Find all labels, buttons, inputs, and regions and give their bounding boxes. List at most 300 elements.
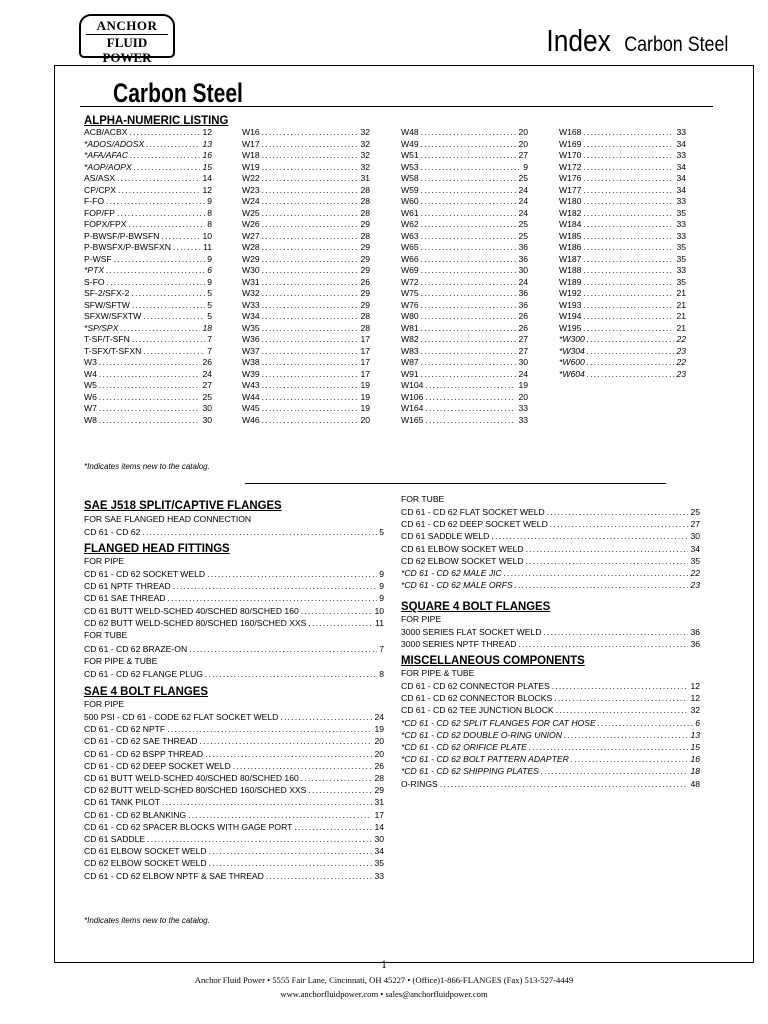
entry-name: W76 — [401, 299, 419, 310]
entry-name: CD 61 - CD 62 DEEP SOCKET WELD — [84, 760, 231, 771]
leader-dots — [146, 139, 200, 151]
sae-j518-sub: FOR SAE FLANGED HEAD CONNECTION — [84, 514, 252, 524]
entry-name: FOPX/FPX — [84, 219, 127, 229]
entry-name: W62 — [401, 219, 419, 229]
leader-dots — [262, 288, 359, 300]
footer-web: www.anchorfluidpower.com • sales@anchorfluidpower.com — [280, 989, 488, 999]
entry-page: 9 — [207, 276, 212, 287]
entry-page: 36 — [690, 627, 700, 637]
index-entry — [559, 208, 686, 220]
index-entry — [242, 219, 370, 231]
entry-name: W24 — [242, 196, 260, 206]
entry-name: CD 61 NPTF THREAD — [84, 581, 171, 592]
leader-dots — [131, 288, 205, 300]
sae-j518-heading: SAE J518 SPLIT/CAPTIVE FLANGES — [84, 498, 282, 512]
entry-page: 33 — [676, 230, 686, 241]
title-rule — [80, 106, 713, 107]
leader-dots — [262, 392, 359, 404]
leader-dots — [262, 208, 359, 220]
leader-dots — [161, 231, 200, 243]
index-entry — [401, 778, 700, 790]
index-entry — [559, 311, 686, 323]
entry-name: CD 61 ELBOW SOCKET WELD — [84, 846, 207, 857]
entry-page: 29 — [374, 785, 384, 796]
index-entry — [242, 357, 370, 369]
entry-name: W194 — [559, 311, 582, 321]
entry-page: 30 — [202, 414, 212, 425]
index-entry — [242, 254, 370, 266]
leader-dots — [233, 760, 373, 772]
entry-page: 26 — [202, 357, 212, 367]
index-entry — [401, 415, 528, 427]
entry-page: 8 — [207, 219, 212, 229]
entry-name: W80 — [401, 311, 419, 321]
index-entry — [84, 139, 212, 151]
index-entry — [84, 254, 212, 266]
entry-page: 35 — [676, 207, 686, 218]
leader-dots — [308, 784, 372, 796]
entry-page: 19 — [374, 724, 384, 735]
leader-dots — [583, 196, 674, 208]
index-entry — [559, 242, 686, 254]
entry-page: 7 — [207, 345, 212, 356]
entry-name: W192 — [559, 288, 582, 298]
entry-name: W185 — [559, 230, 582, 241]
entry-name: CD 62 ELBOW SOCKET WELD — [84, 858, 207, 869]
entry-name: W34 — [242, 311, 260, 321]
entry-name: W106 — [401, 391, 424, 402]
entry-page: 33 — [518, 414, 528, 425]
tube-sub: FOR TUBE — [401, 494, 445, 504]
flanged-head-pipe-list — [84, 568, 384, 629]
entry-name: *PTX — [84, 265, 105, 275]
index-entry — [242, 139, 370, 151]
index-entry — [242, 403, 370, 415]
index-entry — [401, 692, 700, 704]
entry-name: CD 61 - CD 62 BRAZE-ON — [84, 644, 188, 654]
leader-dots — [168, 592, 378, 604]
leader-dots — [117, 173, 200, 185]
entry-name: F-FO — [84, 196, 105, 206]
entry-page: 9 — [207, 253, 212, 264]
entry-page: 26 — [518, 322, 528, 333]
entry-name: CD 61 - CD 62 NPTF — [84, 724, 166, 735]
leader-dots — [262, 277, 359, 289]
index-entry — [84, 357, 212, 369]
entry-page: 7 — [207, 334, 212, 344]
index-entry — [559, 369, 686, 381]
entry-name: CD 61 SAE THREAD — [84, 593, 166, 604]
index-entry — [84, 668, 384, 680]
logo-line-2: FLUID POWER — [86, 34, 168, 66]
entry-page: 10 — [374, 605, 384, 616]
leader-dots — [425, 403, 516, 415]
index-entry — [84, 127, 212, 139]
leader-dots — [262, 369, 359, 381]
index-entry — [84, 369, 212, 381]
entry-page: 33 — [518, 403, 528, 413]
entry-page: 12 — [202, 184, 212, 195]
entry-name: W66 — [401, 253, 419, 264]
index-entry — [401, 357, 528, 369]
entry-name: W17 — [242, 138, 260, 149]
index-entry — [559, 219, 686, 231]
entry-page: 27 — [202, 380, 212, 390]
entry-name: *CD 61 - CD 62 SPLIT FLANGES FOR CAT HOSE — [401, 717, 596, 728]
entry-page: 15 — [202, 161, 212, 172]
entry-name: FOP/FP — [84, 207, 116, 218]
alpha-col-2 — [242, 127, 370, 426]
alpha-col-3 — [401, 127, 528, 426]
entry-page: 20 — [374, 748, 384, 759]
leader-dots — [583, 162, 674, 174]
leader-dots — [142, 526, 377, 538]
leader-dots — [518, 638, 688, 650]
entry-name: *W600 — [559, 357, 585, 367]
leader-dots — [262, 162, 359, 174]
index-entry — [401, 380, 528, 392]
index-entry — [401, 704, 700, 716]
leader-dots — [554, 692, 688, 704]
index-entry — [84, 723, 384, 735]
leader-dots — [129, 219, 206, 231]
leader-dots — [421, 265, 517, 277]
entry-page: 8 — [379, 669, 384, 679]
index-entry — [242, 300, 370, 312]
entry-page: 29 — [360, 288, 370, 298]
entry-page: 29 — [360, 219, 370, 229]
entry-name: CD 62 BUTT WELD-SCHED 80/SCHED 160/SCHED XXS — [84, 785, 307, 796]
entry-name: W65 — [401, 242, 419, 252]
entry-page: 29 — [360, 242, 370, 252]
entry-page: 21 — [676, 311, 686, 321]
index-entry — [84, 711, 384, 723]
entry-name: CD 61 ELBOW SOCKET WELD — [401, 543, 524, 554]
index-entry — [242, 242, 370, 254]
entry-name: *CD 61 - CD 62 SHIPPING PLATES — [401, 766, 539, 777]
index-entry — [401, 265, 528, 277]
index-entry — [84, 748, 384, 760]
tube-list — [401, 506, 700, 591]
leader-dots — [205, 748, 372, 760]
index-entry — [84, 735, 384, 747]
leader-dots — [541, 765, 689, 777]
index-entry — [401, 219, 528, 231]
entry-name: *CD 61 - CD 62 MALE JIC — [401, 568, 502, 579]
index-entry — [84, 845, 384, 857]
index-entry — [401, 717, 700, 729]
index-entry — [242, 265, 370, 277]
entry-name: W83 — [401, 345, 419, 356]
index-entry — [559, 254, 686, 266]
entry-name: W195 — [559, 322, 582, 333]
index-entry — [242, 208, 370, 220]
index-entry — [559, 185, 686, 197]
index-entry — [84, 809, 384, 821]
leader-dots — [143, 311, 205, 323]
leader-dots — [421, 242, 517, 254]
flanged-head-sub-tube: FOR TUBE — [84, 630, 128, 640]
index-entry — [559, 265, 686, 277]
entry-page: 27 — [518, 150, 528, 160]
entry-name: W46 — [242, 414, 260, 425]
entry-name: SFXW/SFXTW — [84, 311, 142, 321]
entry-name: W44 — [242, 391, 260, 402]
leader-dots — [583, 231, 674, 243]
leader-dots — [587, 369, 675, 381]
leader-dots — [425, 392, 516, 404]
index-entry — [559, 162, 686, 174]
index-entry — [401, 311, 528, 323]
leader-dots — [421, 127, 517, 139]
entry-page: 12 — [690, 693, 700, 704]
index-entry — [242, 380, 370, 392]
flanged-head-sub-pipe: FOR PIPE — [84, 556, 125, 566]
entry-name: W39 — [242, 368, 260, 379]
entry-name: W16 — [242, 127, 260, 137]
entry-name: SFW/SFTW — [84, 299, 130, 310]
entry-name: W172 — [559, 161, 582, 172]
page-header — [535, 24, 738, 62]
entry-name: ACB/ACBX — [84, 127, 128, 137]
index-entry — [84, 265, 212, 277]
entry-page: 28 — [360, 322, 370, 333]
flanged-head-tube-list — [84, 643, 384, 655]
index-entry — [559, 334, 686, 346]
entry-name: CD 61 - CD 62 BSPP THREAD — [84, 748, 204, 759]
entry-page: 23 — [676, 368, 686, 379]
entry-name: W59 — [401, 184, 419, 195]
index-entry — [401, 254, 528, 266]
index-entry — [401, 150, 528, 162]
leader-dots — [421, 288, 517, 300]
entry-page: 29 — [360, 253, 370, 264]
entry-page: 20 — [360, 414, 370, 425]
entry-page: 36 — [518, 299, 528, 310]
index-entry — [242, 173, 370, 185]
leader-dots — [529, 741, 689, 753]
entry-page: 9 — [379, 569, 384, 579]
entry-page: 31 — [360, 173, 370, 183]
entry-name: *AFA/AFAC — [84, 150, 129, 160]
index-entry — [401, 300, 528, 312]
entry-page: 27 — [518, 334, 528, 344]
entry-page: 36 — [518, 242, 528, 252]
entry-page: 35 — [676, 253, 686, 264]
index-entry — [84, 288, 212, 300]
entry-page: 16 — [690, 754, 700, 765]
index-entry — [84, 196, 212, 208]
entry-page: 29 — [360, 299, 370, 310]
entry-page: 25 — [690, 507, 700, 517]
entry-name: W29 — [242, 253, 260, 264]
entry-page: 32 — [690, 705, 700, 716]
misc-list — [401, 680, 700, 790]
entry-name: W37 — [242, 345, 260, 356]
leader-dots — [526, 555, 689, 567]
index-entry — [401, 139, 528, 151]
entry-page: 5 — [207, 288, 212, 298]
index-entry — [401, 277, 528, 289]
entry-name: O-RINGS — [401, 778, 438, 789]
leader-dots — [262, 334, 359, 346]
entry-page: 48 — [690, 778, 700, 789]
entry-name: W25 — [242, 207, 260, 218]
leader-dots — [583, 323, 674, 335]
leader-dots — [583, 139, 674, 151]
index-entry — [559, 173, 686, 185]
square4-list — [401, 626, 700, 650]
entry-name: CD 61 - CD 62 FLAT SOCKET WELD — [401, 507, 545, 517]
entry-page: 14 — [374, 821, 384, 832]
entry-name: W91 — [401, 368, 419, 379]
entry-page: 22 — [690, 568, 700, 579]
leader-dots — [132, 334, 205, 346]
entry-name: W61 — [401, 207, 419, 218]
entry-page: 33 — [676, 265, 686, 275]
leader-dots — [262, 242, 359, 254]
index-entry — [242, 277, 370, 289]
index-entry — [401, 242, 528, 254]
index-entry — [401, 334, 528, 346]
entry-name: CD 61 BUTT WELD-SCHED 40/SCHED 80/SCHED 160 — [84, 605, 299, 616]
entry-name: P-BWSFX/P-BWSFXN — [84, 242, 171, 252]
index-entry — [84, 346, 212, 358]
entry-name: W49 — [401, 138, 419, 149]
entry-name: W27 — [242, 230, 260, 241]
flanged-head-pipetube-list — [84, 668, 384, 680]
index-entry — [84, 833, 384, 845]
leader-dots — [421, 208, 517, 220]
entry-page: 25 — [518, 173, 528, 183]
entry-name: W31 — [242, 276, 260, 287]
entry-name: *AOP/AOPX — [84, 161, 132, 172]
index-entry — [84, 580, 384, 592]
index-entry — [401, 626, 700, 638]
leader-dots — [117, 208, 205, 220]
leader-dots — [262, 231, 359, 243]
entry-page: 21 — [676, 288, 686, 298]
entry-page: 26 — [518, 311, 528, 321]
index-entry — [401, 173, 528, 185]
leader-dots — [99, 392, 201, 404]
entry-page: 8 — [207, 207, 212, 218]
leader-dots — [583, 173, 674, 185]
index-entry — [84, 643, 384, 655]
leader-dots — [114, 254, 206, 266]
entry-name: CP/CPX — [84, 184, 116, 195]
leader-dots — [491, 530, 688, 542]
leader-dots — [99, 369, 201, 381]
entry-name: W81 — [401, 322, 419, 333]
leader-dots — [173, 580, 377, 592]
index-entry — [242, 162, 370, 174]
entry-name: CD 61 - CD 62 BLANKING — [84, 809, 187, 820]
entry-page: 24 — [518, 276, 528, 287]
leader-dots — [262, 173, 359, 185]
entry-name: W53 — [401, 161, 419, 172]
index-entry — [242, 196, 370, 208]
index-entry — [401, 403, 528, 415]
leader-dots — [262, 196, 359, 208]
leader-dots — [583, 127, 674, 139]
misc-heading: MISCELLANEOUS COMPONENTS — [401, 653, 585, 667]
index-entry — [84, 150, 212, 162]
entry-page: 9 — [207, 196, 212, 206]
entry-name: W63 — [401, 230, 419, 241]
entry-page: 20 — [518, 391, 528, 402]
entry-name: CD 62 ELBOW SOCKET WELD — [401, 555, 524, 566]
leader-dots — [543, 626, 688, 638]
leader-dots — [583, 288, 674, 300]
entry-page: 30 — [374, 834, 384, 845]
leader-dots — [583, 242, 674, 254]
entry-page: 34 — [676, 138, 686, 149]
entry-name: W19 — [242, 161, 260, 172]
index-entry — [84, 760, 384, 772]
entry-name: S-FO — [84, 276, 105, 287]
entry-name: W69 — [401, 265, 419, 275]
leader-dots — [421, 150, 517, 162]
index-entry — [84, 323, 212, 335]
entry-page: 17 — [360, 334, 370, 344]
leader-dots — [262, 127, 359, 139]
leader-dots — [421, 139, 517, 151]
leader-dots — [421, 185, 517, 197]
index-entry — [559, 288, 686, 300]
index-entry — [401, 567, 700, 579]
entry-name: W38 — [242, 357, 260, 367]
leader-dots — [583, 254, 674, 266]
entry-page: 30 — [202, 403, 212, 413]
entry-page: 12 — [202, 127, 212, 137]
leader-dots — [107, 277, 206, 289]
entry-page: 24 — [202, 368, 212, 379]
alpha-note: *Indicates items new to the catalog. — [84, 462, 210, 471]
leader-dots — [262, 380, 359, 392]
entry-name: W182 — [559, 207, 582, 218]
entry-name: *W604 — [559, 368, 585, 379]
leader-dots — [583, 265, 674, 277]
leader-dots — [587, 334, 675, 346]
entry-name: T-SFX/T-SFXN — [84, 345, 142, 356]
entry-page: 26 — [374, 760, 384, 771]
entry-page: 30 — [518, 265, 528, 275]
entry-name: SF-2/SFX-2 — [84, 288, 130, 298]
entry-name: CD 61 - CD 62 SOCKET WELD — [84, 569, 206, 579]
entry-page: 19 — [518, 380, 528, 390]
leader-dots — [262, 139, 359, 151]
index-entry — [242, 323, 370, 335]
leader-dots — [280, 711, 372, 723]
entry-name: W72 — [401, 276, 419, 287]
entry-name: W170 — [559, 150, 582, 160]
leader-dots — [99, 357, 201, 369]
alpha-heading: ALPHA-NUMERIC LISTING — [84, 113, 229, 127]
entry-page: 9 — [523, 161, 528, 172]
entry-page: 7 — [379, 644, 384, 654]
entry-page: 19 — [360, 403, 370, 413]
misc-sub: FOR PIPE & TUBE — [401, 668, 475, 678]
entry-page: 23 — [690, 580, 700, 591]
index-entry — [559, 231, 686, 243]
leader-dots — [421, 173, 517, 185]
entry-page: 33 — [676, 150, 686, 160]
entry-name: W45 — [242, 403, 260, 413]
entry-name: CD 61 BUTT WELD-SCHED 40/SCHED 80/SCHED 160 — [84, 773, 299, 784]
index-entry — [242, 231, 370, 243]
entry-page: 35 — [676, 276, 686, 287]
